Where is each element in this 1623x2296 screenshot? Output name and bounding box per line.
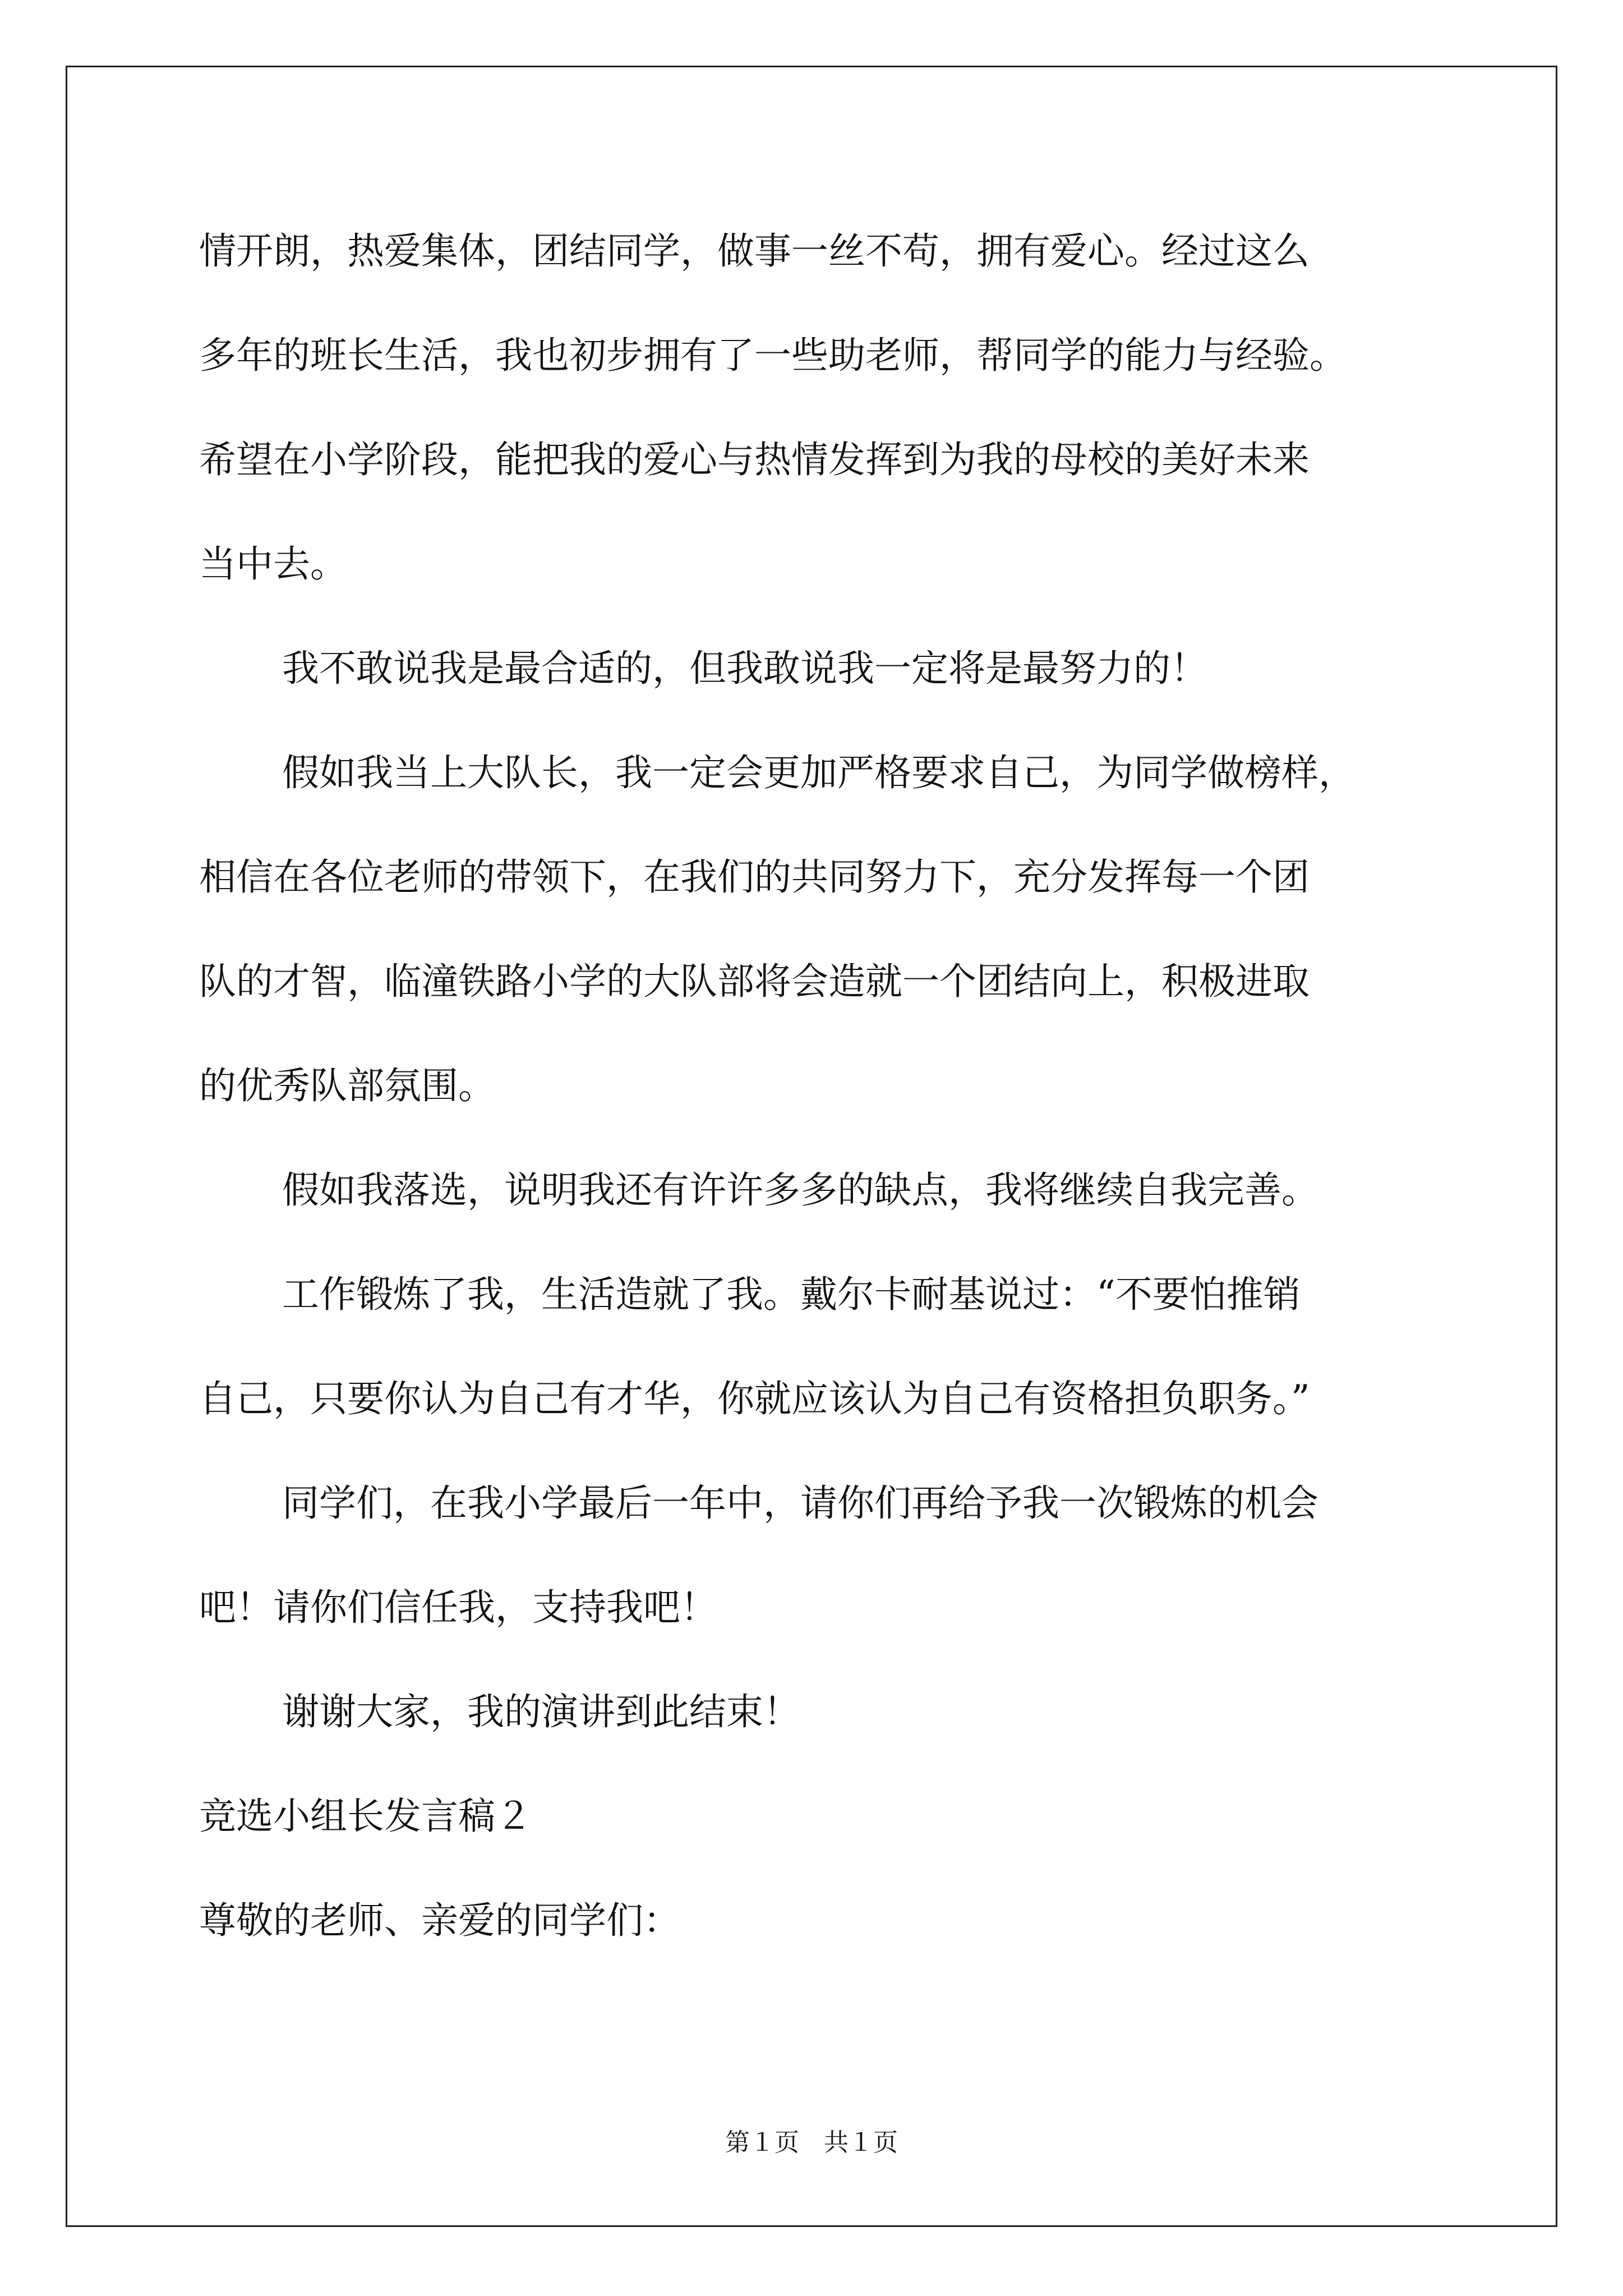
salutation: 尊敬的老师、亲爱的同学们： xyxy=(199,1899,680,1942)
text-line: 多年的班长生活，我也初步拥有了一些助老师，帮同学的能力与经验。 xyxy=(199,334,1347,377)
text-line: 当中去。 xyxy=(199,542,347,586)
text-line: 谢谢大家，我的演讲到此结束！ xyxy=(282,1690,800,1733)
text-line: 的优秀队部氛围。 xyxy=(199,1064,495,1107)
text-line: 相信在各位老师的带领下，在我们的共同努力下，充分发挥每一个团 xyxy=(199,855,1310,899)
section-heading: 竞选小组长发言稿２ xyxy=(199,1795,532,1838)
text-line: 工作锻炼了我，生活造就了我。戴尔卡耐基说过：“不要怕推销 xyxy=(282,1273,1301,1316)
text-line: 吧！请你们信任我，支持我吧！ xyxy=(199,1586,717,1629)
text-line: 假如我当上大队长，我一定会更加严格要求自己，为同学做榜样， xyxy=(282,751,1355,794)
text-line: 同学们，在我小学最后一年中，请你们再给予我一次锻炼的机会 xyxy=(282,1481,1318,1525)
text-line: 希望在小学阶段，能把我的爱心与热情发挥到为我的母校的美好未来 xyxy=(199,438,1310,481)
text-line: 我不敢说我是最合适的，但我敢说我一定将是最努力的！ xyxy=(282,647,1207,690)
text-line: 自己，只要你认为自己有才华，你就应该认为自己有资格担负职务。” xyxy=(199,1377,1310,1420)
text-line: 假如我落选，说明我还有许许多多的缺点，我将继续自我完善。 xyxy=(282,1168,1318,1212)
text-line: 情开朗，热爱集体，团结同学，做事一丝不苟，拥有爱心。经过这么 xyxy=(199,229,1310,273)
text-line: 队的才智，临潼铁路小学的大队部将会造就一个团结向上，积极进取 xyxy=(199,960,1310,1003)
document-body xyxy=(199,199,1433,1973)
page-number-footer: 第１页 共１页 xyxy=(725,2128,898,2157)
